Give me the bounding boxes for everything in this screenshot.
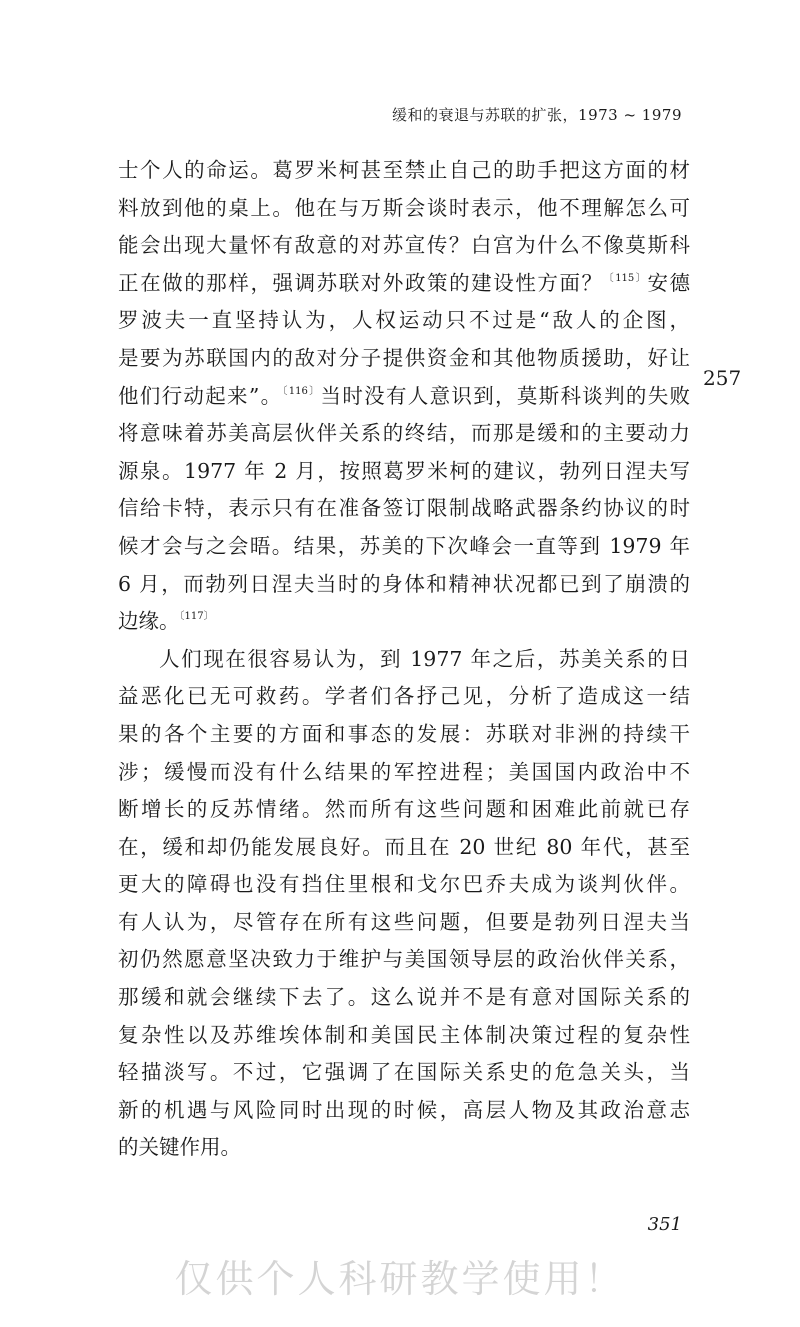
- line-text: 正在做的那样，强调苏联对外政策的建设性方面？: [118, 270, 604, 295]
- text-line: 新的机遇与风险同时出现的时候，高层人物及其政治意志: [118, 1097, 690, 1122]
- margin-page-number: 257: [703, 366, 742, 390]
- text-line: 将意味着苏美高层伙伴关系的终结，而那是缓和的主要动力: [118, 421, 690, 446]
- text-line: 那缓和就会继续下去了。这么说并不是有意对国际关系的: [118, 985, 690, 1010]
- text-line: 益恶化已无可救药。学者们各抒己见，分析了造成这一结: [118, 684, 690, 709]
- line-text-continued: 当时没有人意识到，莫斯科谈判的失败: [320, 383, 691, 408]
- text-line: 初仍然愿意坚决致力于维护与美国领导层的政治伙伴关系，: [118, 947, 690, 972]
- text-line: 的关键作用。: [118, 1135, 241, 1160]
- text-line: 6 月，而勃列日涅夫当时的身体和精神状况都已到了崩溃的: [118, 571, 690, 596]
- line-text-continued: 安德: [647, 270, 691, 295]
- text-line: [118, 265, 690, 303]
- footnote-marker: 〔116〕: [282, 385, 321, 397]
- watermark: 仅供个人科研教学使用！: [174, 1257, 626, 1301]
- running-head: 缓和的衰退与苏联的扩张，1973 ~ 1979: [392, 106, 682, 124]
- body-text: [118, 152, 690, 1167]
- footnote-marker: 〔115〕: [603, 272, 648, 284]
- text-line: 信给卡特，表示只有在准备签订限制战略武器条约协议的时: [118, 496, 690, 521]
- text-line: 罗波夫一直坚持认为，人权运动只不过是“敌人的企图，: [118, 308, 690, 333]
- line-text: 边缘。: [118, 609, 180, 634]
- text-line: 源泉。1977 年 2 月，按照葛罗米柯的建议，勃列日涅夫写: [118, 458, 690, 483]
- text-line: 更大的障碍也没有挡住里根和戈尔巴乔夫成为谈判伙伴。: [118, 872, 690, 897]
- text-line: [118, 378, 690, 416]
- text-line: [118, 603, 690, 641]
- page-number: 351: [647, 1214, 682, 1235]
- text-line: 士个人的命运。葛罗米柯甚至禁止自己的助手把这方面的材: [118, 158, 690, 182]
- line-text: 他们行动起来”。: [118, 383, 283, 408]
- text-line: 复杂性以及苏维埃体制和美国民主体制决策过程的复杂性: [118, 1022, 690, 1047]
- text-line: 涉；缓慢而没有什么结果的军控进程；美国国内政治中不: [118, 759, 690, 784]
- text-line: 果的各个主要的方面和事态的发展：苏联对非洲的持续干: [118, 721, 690, 746]
- text-line: 轻描淡写。不过，它强调了在国际关系史的危急关头，当: [118, 1060, 690, 1085]
- text-line: 是要为苏联国内的敌对分子提供资金和其他物质援助，好让: [118, 345, 690, 370]
- text-line: 候才会与之会晤。结果，苏美的下次峰会一直等到 1979 年: [118, 533, 690, 558]
- footnote-marker: 〔117〕: [179, 611, 214, 623]
- text-line: 有人认为，尽管存在所有这些问题，但要是勃列日涅夫当: [118, 909, 690, 934]
- text-line: 人们现在很容易认为，到 1977 年之后，苏美关系的日: [159, 646, 690, 671]
- text-line: 能会出现大量怀有敌意的对苏宣传？白宫为什么不像莫斯科: [118, 233, 690, 258]
- text-line: 料放到他的桌上。他在与万斯会谈时表示，他不理解怎么可: [118, 195, 690, 220]
- text-line: 断增长的反苏情绪。然而所有这些问题和困难此前就已存: [118, 797, 690, 822]
- text-line: 在，缓和却仍能发展良好。而且在 20 世纪 80 年代，甚至: [118, 834, 690, 859]
